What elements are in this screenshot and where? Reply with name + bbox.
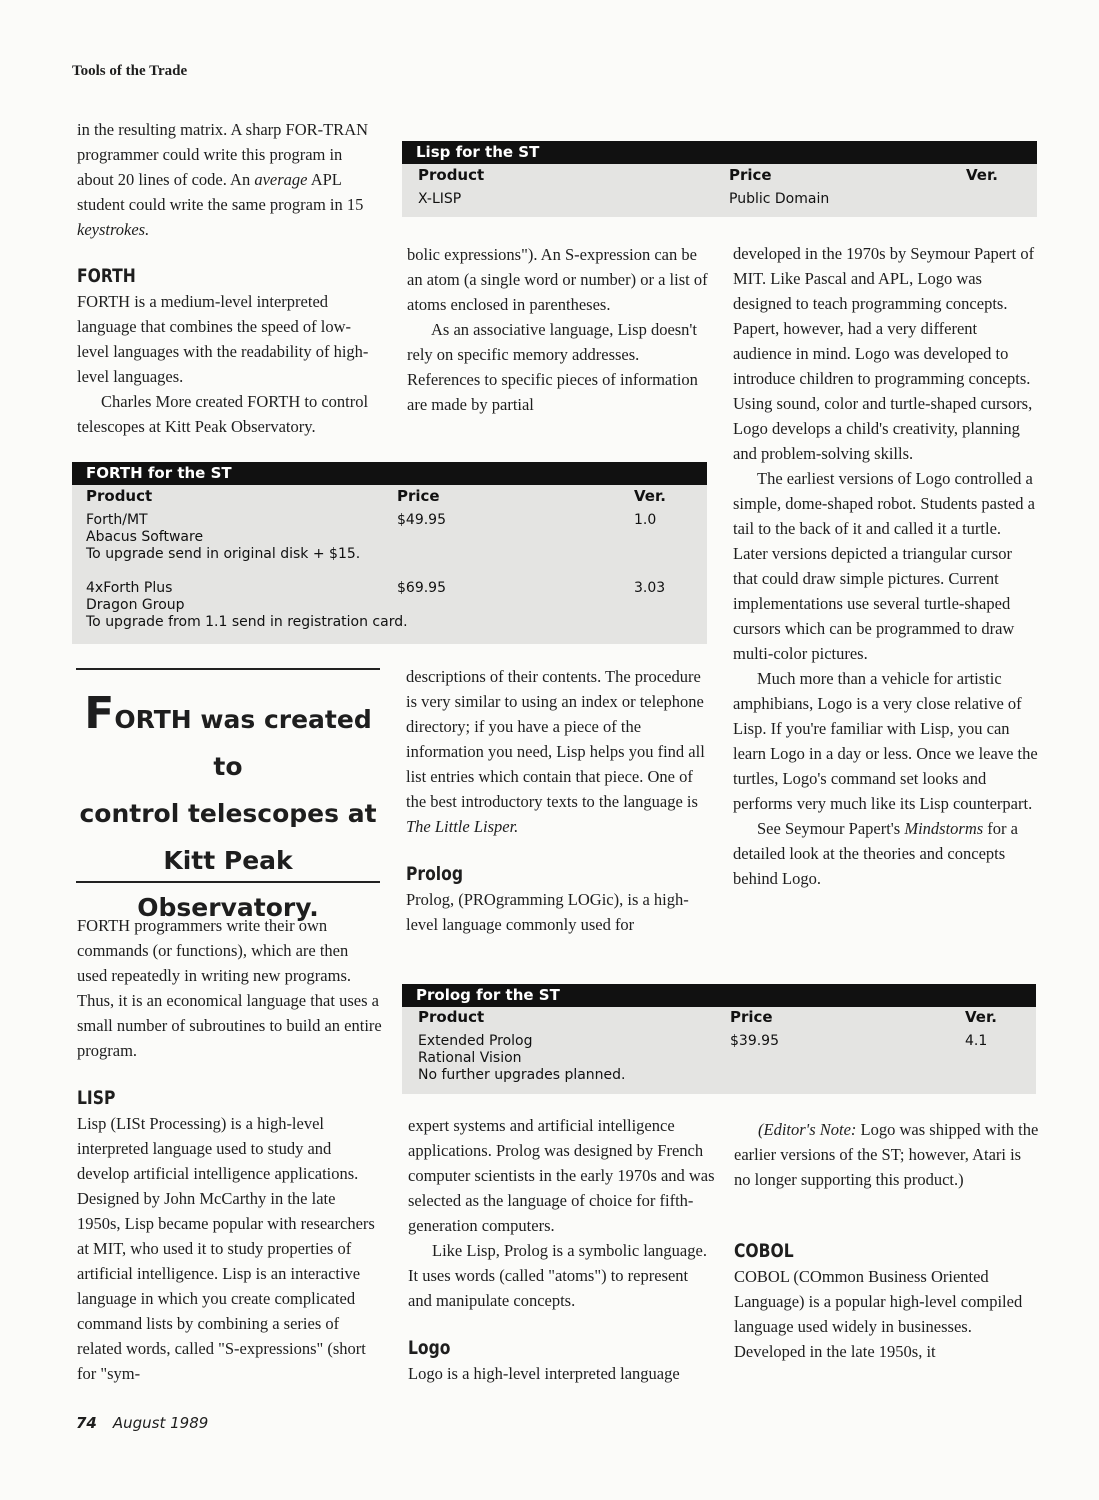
paragraph: FORTH programmers write their own commands (or functions), which are then used repeatedly in writing new programs. Thus, it is an economical language that uses a small number of subroutines to build an entire program.	[77, 916, 382, 1060]
prolog-for-st-box: Prolog for the ST Product Price Ver. Extended Prolog Rational Vision No further upgrades planned. $39.95 4.1	[402, 984, 1036, 1094]
ver-header: Ver.	[634, 487, 666, 505]
forth-heading: FORTH	[77, 265, 136, 287]
lisp-for-st-box: Lisp for the ST Product Price Ver. X-LISP Public Domain	[402, 141, 1037, 217]
column-1-top	[77, 117, 382, 439]
paragraph: in the resulting matrix. A sharp FOR-TRAN programmer could write this program in about 20 lines of code. An average APL student could write the same program in 15 keystrokes.	[77, 120, 369, 239]
column-3-upper	[733, 241, 1038, 891]
editors-note: (Editor's Note: Logo was shipped with the earlier versions of the ST; however, Atari is no longer supporting this product.)	[734, 1120, 1039, 1189]
prolog-heading: Prolog	[406, 863, 464, 885]
paragraph: Like Lisp, Prolog is a symbolic language. It uses words (called "atoms") to represent and manipulate concepts.	[408, 1241, 707, 1310]
column-2-upper	[407, 242, 713, 417]
product-header: Product	[418, 1008, 485, 1026]
box-title: Prolog for the ST	[402, 984, 1036, 1007]
paragraph: Logo is a high-level interpreted language	[408, 1364, 680, 1383]
paragraph: Lisp (LISt Processing) is a high-level interpreted language used to study and develop artificial intelligence applications. Designed by John McCarthy in the late 1950s, Lisp became popular with researchers at MIT, who used it to study properties of artificial intelligence. Lisp is an interactive language in which you create complicated command lists by combining a series of related words, called "S-expressions" (short for "sym-	[77, 1114, 375, 1383]
paragraph: expert systems and artificial intelligence applications. Prolog was designed by French computer scientists in the early 1970s and was selected as the language of choice for fifth-generation computers.	[408, 1116, 715, 1235]
divider	[76, 668, 380, 670]
pull-quote: FORTH was created to control telescopes at Kitt Peak Observatory.	[79, 688, 377, 922]
forth-for-st-box: FORTH for the ST Product Price Ver. Forth/MT Abacus Software To upgrade send in original disk + $15. $49.95 1.0 4xForth Plus Dragon Group To upgrade from 1.1 send in registration card. $69.95 3.03	[72, 462, 707, 644]
paragraph: The earliest versions of Logo controlled a simple, dome-shaped robot. Students pasted a tail to the back of it and called it a turtle. Later versions depicted a triangular cursor that could draw simple pictures. Current implementations use several turtle-shaped cursors which can be programmed to draw multi-color pictures.	[733, 469, 1035, 663]
paragraph: descriptions of their contents. The procedure is very similar to using an index or telephone directory; if you have a piece of the information you need, Lisp helps you find all list entries which contain that piece. One of the best introductory texts to the language is The Little Lisper.	[406, 667, 705, 836]
ver-header: Ver.	[965, 1008, 997, 1026]
product-header: Product	[86, 487, 153, 505]
cobol-heading: COBOL	[734, 1240, 794, 1262]
box-title: FORTH for the ST	[72, 462, 707, 485]
logo-heading: Logo	[408, 1337, 451, 1359]
price-header: Price	[397, 487, 440, 505]
paragraph: bolic expressions"). An S-expression can be an atom (a single word or number) or a list of atoms enclosed in parentheses.	[407, 245, 708, 314]
page-footer	[76, 1414, 208, 1432]
paragraph: COBOL (COmmon Business Oriented Language) is a popular high-level compiled language used widely in businesses. Developed in the late 1950s, it	[734, 1267, 1023, 1361]
paragraph: See Seymour Papert's Mindstorms for a detailed look at the theories and concepts behind Logo.	[733, 819, 1018, 888]
product-header: Product	[418, 166, 485, 184]
running-head: Tools of the Trade	[72, 63, 188, 79]
paragraph: Charles More created FORTH to control telescopes at Kitt Peak Observatory.	[77, 392, 369, 436]
issue-date: August 1989	[112, 1414, 209, 1432]
divider	[76, 881, 380, 883]
paragraph: As an associative language, Lisp doesn't rely on specific memory addresses. References to specific pieces of information are made by partial	[407, 320, 698, 414]
box-title: Lisp for the ST	[402, 141, 1037, 164]
paragraph: FORTH is a medium-level interpreted language that combines the speed of low-level languages with the readability of high-level languages.	[77, 292, 369, 386]
ver-header: Ver.	[966, 166, 998, 184]
column-2-middle	[406, 664, 714, 937]
table-row: Forth/MT Abacus Software To upgrade send in original disk + $15. $49.95 1.0	[86, 512, 657, 562]
paragraph: developed in the 1970s by Seymour Papert of MIT. Like Pascal and APL, Logo was designed to teach programming concepts. Papert, however, had a very different audience in mind. Logo was developed to introduce children to programming concepts. Using sound, color and turtle-shaped cursors, Logo develops a child's creativity, planning and problem-solving skills.	[733, 244, 1035, 463]
page-number: 74	[76, 1414, 97, 1432]
column-2-lower	[408, 1113, 716, 1386]
paragraph: Prolog, (PROgramming LOGic), is a high-level language commonly used for	[406, 890, 689, 934]
column-1-lower	[77, 913, 382, 1386]
paragraph: Much more than a vehicle for artistic amphibians, Logo is a very close relative of Lisp. If you're familiar with Lisp, you can learn Logo in a day or less. Once we leave the turtles, Logo's command set looks and performs very much like its Lisp counterpart.	[733, 669, 1038, 813]
column-3-lower	[734, 1117, 1040, 1364]
lisp-heading: LISP	[77, 1087, 116, 1109]
price-header: Price	[730, 1008, 773, 1026]
price-header: Price	[729, 166, 772, 184]
